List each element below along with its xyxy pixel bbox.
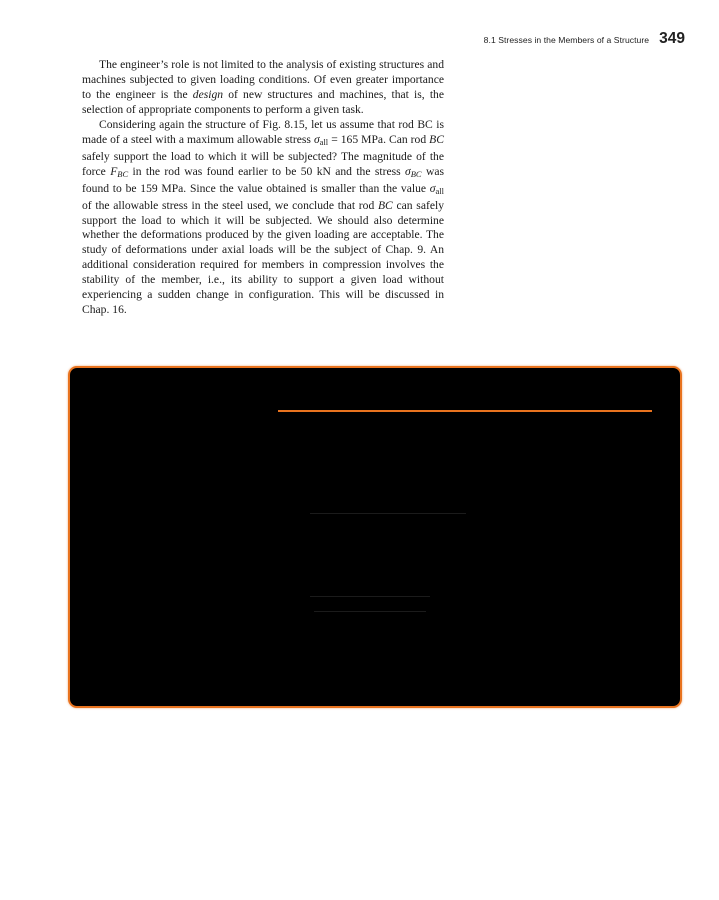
- panel-faint-line: [310, 596, 430, 597]
- sigma-bc-symbol: σ: [405, 164, 411, 178]
- p1-text-b: of new structures and machines, that is, the selection of appropriate components to perform a given task.: [82, 87, 444, 116]
- p2-text-3: safely support the load to which it will be subjected? The magnitude of the force: [82, 149, 444, 178]
- p1-emphasis: design: [192, 87, 224, 101]
- panel-faint-line: [310, 513, 466, 514]
- p2-text-1: Considering again the structure of Fig. 8.15, let us assume that rod BC is made of a steel with a maximum allowable stress: [82, 117, 444, 146]
- sigma-all-subscript: all: [319, 136, 329, 147]
- force-symbol: F: [110, 164, 118, 178]
- sigma-all-symbol-2: σ: [429, 181, 436, 195]
- rod-bc-label: BC: [429, 132, 444, 146]
- p2-text-5: was found to be 159 MPa. Since the value obtained is smaller than the value: [82, 164, 444, 195]
- p2-text-4: in the rod was found earlier to be 50 kN and the stress: [128, 164, 405, 178]
- sigma-all-subscript-2: all: [435, 185, 444, 196]
- body-text: [82, 58, 444, 318]
- redacted-panel: [68, 366, 682, 708]
- panel-faint-line: [314, 611, 426, 612]
- p1-text-a: The engineer’s role is not limited to the analysis of existing structures and machines subjected to given loading conditions. Of even greater importance to the engineer is the: [82, 58, 444, 101]
- force-subscript: BC: [117, 168, 129, 179]
- page-number: 349: [659, 30, 685, 47]
- p2-text-7: can safely support the load to which it will be subjected. We should also determine whether the deformations produced by the given loading are acceptable. The study of deformations under axial loads will be the subject of Chap. 9. An additional consideration required for members in compression involves the stability of the member, i.e., its ability to support a given load without experiencing a sudden change in configuration. This will be discussed in Chap. 16.: [82, 198, 444, 317]
- paragraph-1: [82, 58, 444, 118]
- paragraph-2: [82, 118, 444, 318]
- section-label: 8.1 Stresses in the Members of a Structure: [483, 35, 650, 45]
- rod-bc-label-2: BC: [377, 198, 393, 212]
- sigma-symbol: σ: [313, 132, 320, 146]
- sigma-bc-subscript: BC: [410, 168, 422, 179]
- p2-text-6: of the allowable stress in the steel used, we conclude that rod: [82, 198, 378, 212]
- panel-rule: [278, 410, 652, 412]
- p2-text-2: = 165 MPa. Can rod: [328, 132, 430, 146]
- running-head: [430, 30, 685, 48]
